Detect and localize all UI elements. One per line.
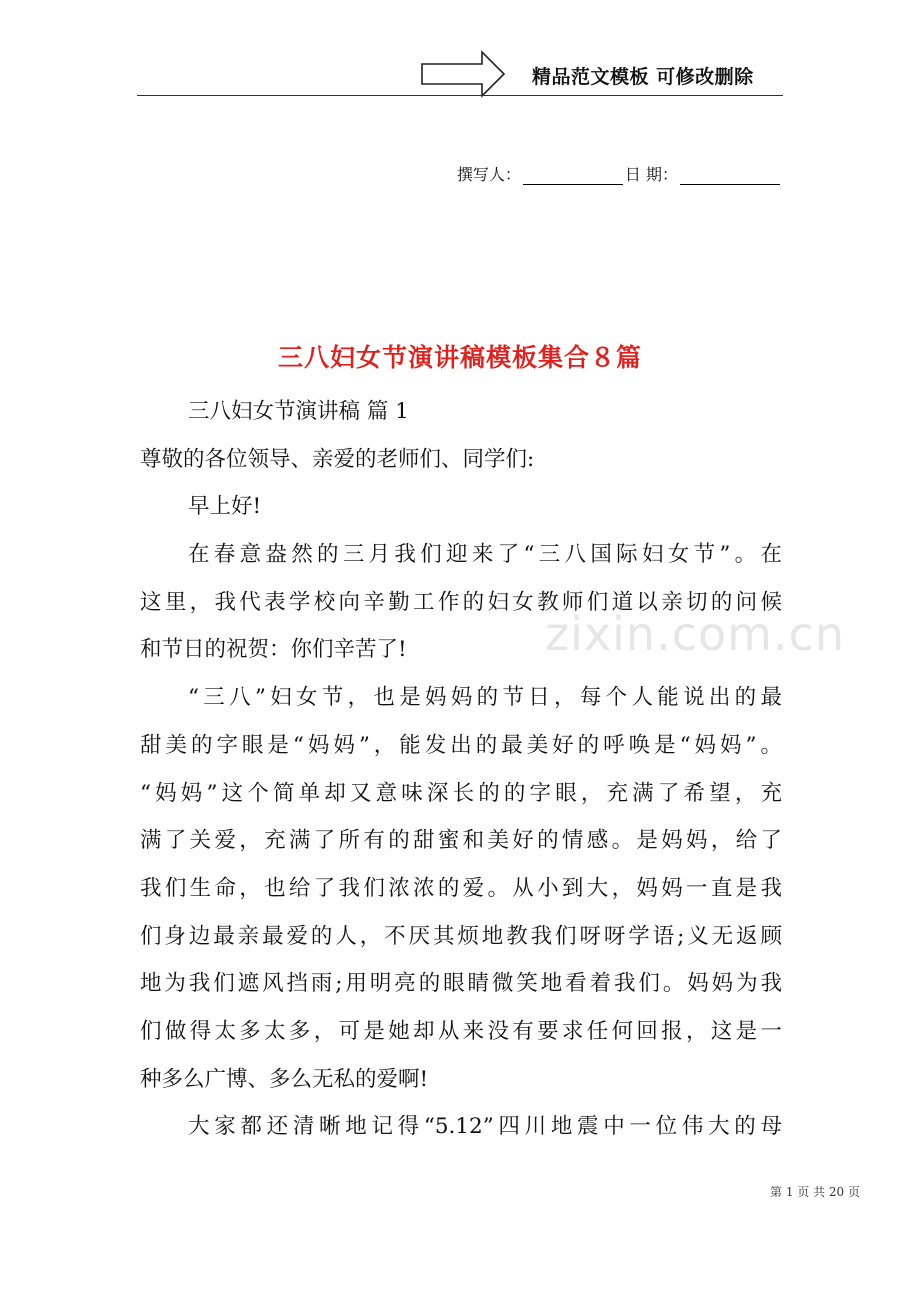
body-line: 种多么广博、多么无私的爱啊! [140, 1066, 429, 1092]
author-blank [523, 166, 623, 185]
body-line: “妈妈”这个简单却又意味深长的的字眼，充满了希望，充 [140, 780, 782, 806]
arrow-icon [420, 50, 506, 98]
document-body [140, 388, 782, 1151]
header-label: 精品范文模板 可修改删除 [532, 66, 754, 88]
body-line: 满了关爱，充满了所有的甜蜜和美好的情感。是妈妈，给了 [140, 828, 782, 854]
date-blank [680, 166, 780, 185]
body-line: “三八”妇女节，也是妈妈的节日，每个人能说出的最 [188, 685, 782, 711]
watermark: zixin.com.cn [545, 607, 846, 661]
author-date-line [457, 162, 782, 185]
body-line: 和节日的祝贺：你们辛苦了! [140, 637, 407, 663]
body-line: 大家都还清晰地记得“5.12”四川地震中一位伟大的母 [188, 1114, 782, 1140]
section-heading: 三八妇女节演讲稿 篇 1 [188, 399, 409, 424]
page-footer: 第 1 页 共 20 页 [770, 1185, 860, 1199]
body-line: 我们生命，也给了我们浓浓的爱。从小到大，妈妈一直是我 [140, 875, 782, 901]
body-line: 在春意盎然的三月我们迎来了“三八国际妇女节”。在 [188, 542, 782, 568]
header-divider [137, 95, 783, 96]
author-label: 撰写人： [456, 165, 521, 184]
body-line: 地为我们遮风挡雨;用明亮的眼睛微笑地看着我们。妈妈为我 [140, 971, 782, 997]
body-line: 们身边最亲最爱的人，不厌其烦地教我们呀呀学语;义无返顾 [140, 923, 782, 949]
document-title: 三八妇女节演讲稿模板集合８篇 [277, 343, 642, 372]
body-line: 们做得太多太多，可是她却从来没有要求任何回报，这是一 [140, 1018, 782, 1044]
body-line: 早上好! [188, 494, 262, 520]
body-line: 尊敬的各位领导、亲爱的老师们、同学们: [140, 446, 535, 472]
date-label: 日 期： [624, 165, 678, 184]
body-line: 这里，我代表学校向辛勤工作的妇女教师们道以亲切的问候 [140, 589, 782, 615]
body-line: 甜美的字眼是“妈妈”，能发出的最美好的呼唤是“妈妈”。 [140, 732, 782, 758]
